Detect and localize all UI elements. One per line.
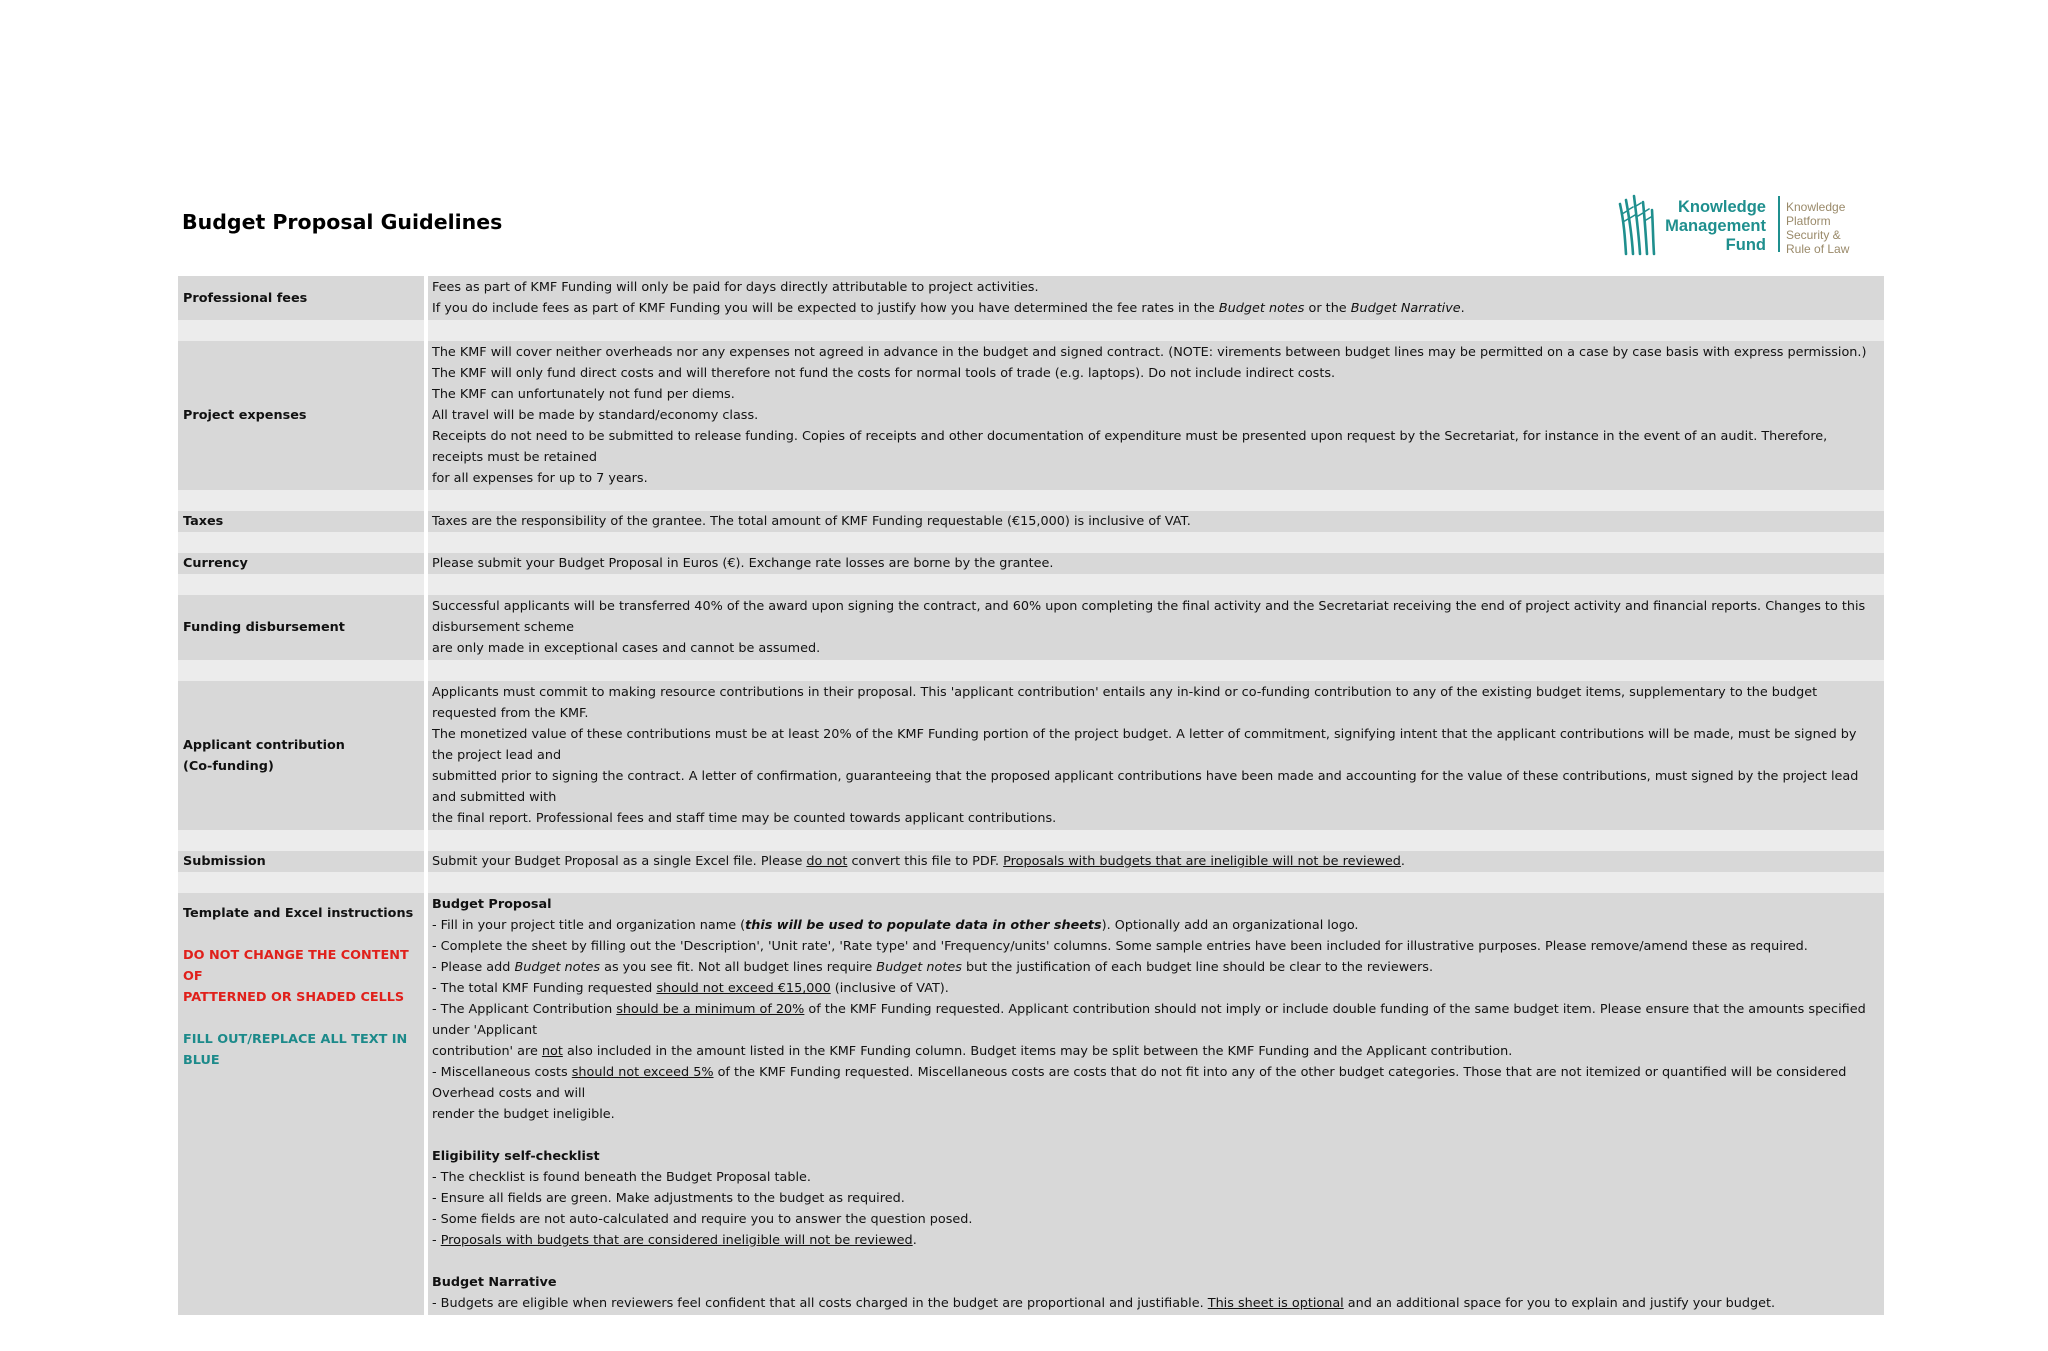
section-heading: Eligibility self-checklist — [432, 1149, 600, 1164]
row-submission — [178, 851, 1884, 872]
row-content: Please submit your Budget Proposal in Euros (€). Exchange rate losses are borne by the grantee. — [428, 553, 1884, 574]
row-label: Funding disbursement — [178, 595, 424, 660]
section-heading: Budget Narrative — [432, 1275, 557, 1290]
row-project-expenses — [178, 341, 1884, 490]
spacer-row — [178, 490, 1884, 511]
section-heading: Budget Proposal — [432, 897, 552, 912]
row-content: Fees as part of KMF Funding will only be paid for days directly attributable to project activities. If you do include fees as part of KMF Funding you will be expected to justify how you have determined the fee rates in the Budget notes or the Budget Narrative. — [428, 276, 1884, 320]
spacer-row — [178, 532, 1884, 553]
logo-sub-text: Knowledge Platform Security & Rule of Law — [1786, 200, 1850, 256]
row-currency — [178, 553, 1884, 574]
row-content: The KMF will cover neither overheads nor any expenses not agreed in advance in the budget and signed contract. (NOTE: virements between budget lines may be permitted on a case by case basis with express permission.) The KMF will only fund direct costs and will therefore not fund the costs for normal tools of trade (e.g. laptops). Do not include indirect costs. The KMF can unfortunately not fund per diems. All travel will be made by standard/economy class. Receipts do not need to be submitted to release funding. Copies of receipts and other documentation of expenditure must be presented upon request by the Secretariat, for instance in the event of an audit. Therefore, receipts must be retained for all expenses for up to 7 years. — [428, 341, 1884, 490]
spacer-row — [178, 872, 1884, 893]
guidelines-table — [178, 276, 1884, 1315]
spacer-row — [178, 574, 1884, 595]
logo-main-text: Knowledge Management Fund — [1665, 198, 1766, 254]
row-funding-disbursement — [178, 595, 1884, 660]
row-content: Budget Proposal - Fill in your project title and organization name (this will be used to populate data in other sheets). Optionally add an organizational logo. - Complete the sheet by filling out the 'Description', 'Unit rate', 'Rate type' and 'Frequency/units' columns. Some sample entries have been included for illustrative purposes. Please remove/amend these as required. - Please add Budget notes as you see fit. Not all budget lines require Budget notes but the justification of each budget line should be clear to the reviewers. - The total KMF Funding requested should not exceed €15,000 (inclusive of VAT). - The Applicant Contribution should be a minimum of 20% of the KMF Funding requested. Applicant contribution should not imply or include double funding of the same budget item. Please ensure that the amounts specified under 'Applicant contribution' are not also included in the amount listed in the KMF Funding column. Budget items may be split between the KMF Funding and the Applicant contribution. - Miscellaneous costs should not exceed 5% of the KMF Funding requested. Miscellaneous costs are costs that do not fit into any of the other budget categories. Those that are not itemized or quantified will be considered Overhead costs and will render the budget ineligible. Eligibility self-checklist - The checklist is found beneath the Budget Proposal table. - Ensure all fields are green. Make adjustments to the budget as required. - Some fields are not auto-calculated and require you to answer the question posed. - Proposals with budgets that are considered ineligible will not be reviewed. Budget Narrative - Budgets are eligible when reviewers feel confident that all costs charged in the budget are proportional and justifiable. This sheet is optional and an additional space for you to explain and justify your budget. — [428, 893, 1884, 1315]
wheat-icon — [1618, 192, 1662, 260]
row-label: Submission — [178, 851, 424, 872]
row-label: Template and Excel instructions DO NOT CHANGE THE CONTENT OF PATTERNED OR SHADED CELLS FILL OUT/REPLACE ALL TEXT IN BLUE — [178, 893, 424, 1315]
spacer-row — [178, 320, 1884, 341]
page-title: Budget Proposal Guidelines — [182, 210, 503, 234]
row-label: Currency — [178, 553, 424, 574]
logo-divider — [1778, 196, 1780, 252]
row-applicant-contribution — [178, 681, 1884, 830]
row-content: Taxes are the responsibility of the grantee. The total amount of KMF Funding requestable (€15,000) is inclusive of VAT. — [428, 511, 1884, 532]
warning-text: PATTERNED OR SHADED CELLS — [183, 990, 405, 1005]
row-label: Professional fees — [178, 276, 424, 320]
row-content: Submit your Budget Proposal as a single Excel file. Please do not convert this file to PDF. Proposals with budgets that are ineligible will not be reviewed. — [428, 851, 1884, 872]
spacer-row — [178, 660, 1884, 681]
spacer-row — [178, 830, 1884, 851]
kmf-logo — [1618, 192, 1890, 260]
warning-text: DO NOT CHANGE THE CONTENT OF — [183, 948, 409, 984]
row-content: Successful applicants will be transferred 40% of the award upon signing the contract, and 60% upon completing the final activity and the Secretariat receiving the end of project activity and financial reports. Changes to this disbursement scheme are only made in exceptional cases and cannot be assumed. — [428, 595, 1884, 660]
row-label: Applicant contribution (Co-funding) — [178, 681, 424, 830]
row-label: Project expenses — [178, 341, 424, 490]
row-taxes — [178, 511, 1884, 532]
row-content: Applicants must commit to making resource contributions in their proposal. This 'applicant contribution' entails any in-kind or co-funding contribution to any of the existing budget items, supplementary to the budget requested from the KMF. The monetized value of these contributions must be at least 20% of the KMF Funding portion of the project budget. A letter of commitment, signifying intent that the applicant contributions will be made, must be signed by the project lead and submitted prior to signing the contract. A letter of confirmation, guaranteeing that the proposed applicant contributions have been made and accounting for the value of these contributions, must signed by the project lead and submitted with the final report. Professional fees and staff time may be counted towards applicant contributions. — [428, 681, 1884, 830]
row-professional-fees — [178, 276, 1884, 320]
row-template-instructions — [178, 893, 1884, 1315]
row-label: Taxes — [178, 511, 424, 532]
fill-note-text: FILL OUT/REPLACE ALL TEXT IN BLUE — [183, 1032, 408, 1068]
